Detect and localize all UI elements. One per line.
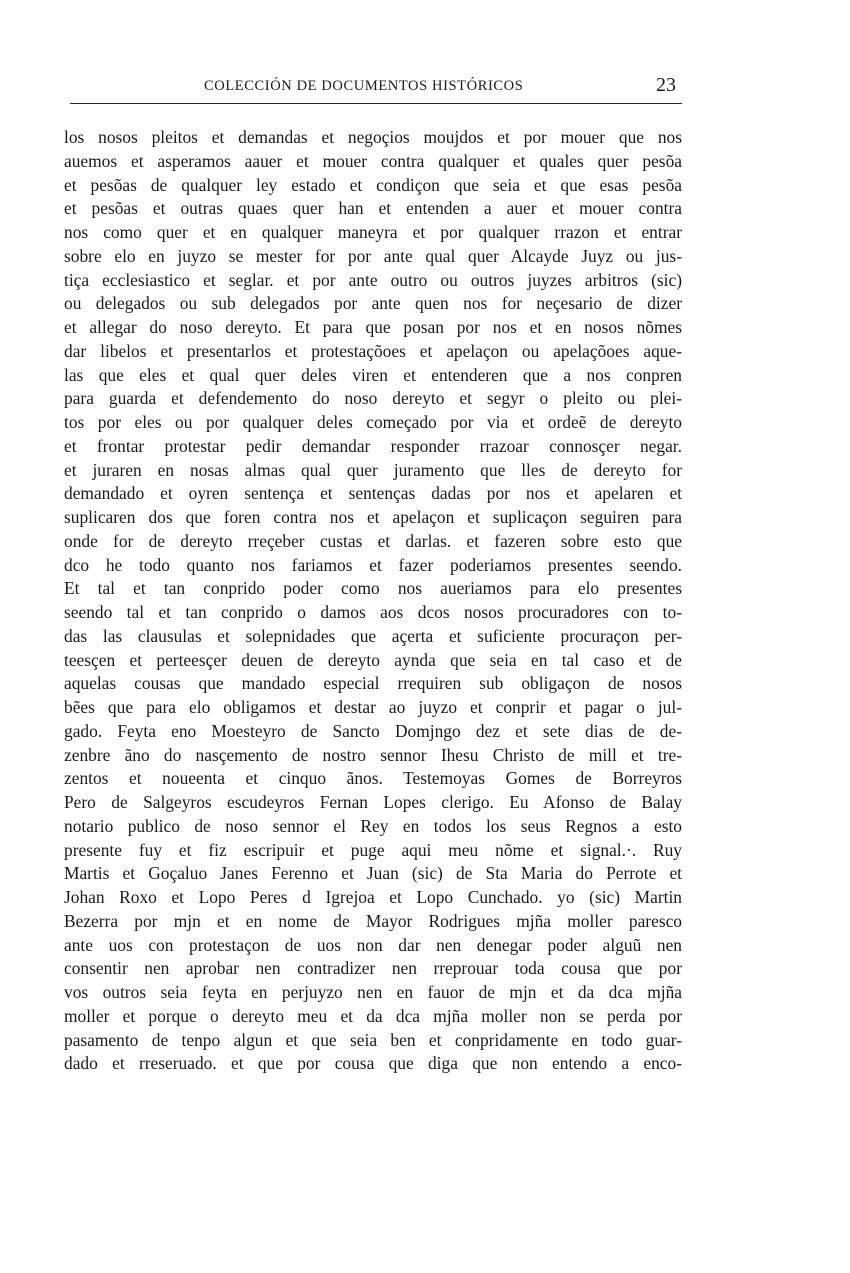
text-line: zenbre ãno do nasçemento de nostro sennor Ihesu Christo de mill et tre-	[64, 744, 682, 765]
text-line: ante uos con protestaçon de uos non dar nen denegar poder alguũ nen	[64, 934, 682, 955]
text-line: auemos et asperamos aauer et mouer contra qualquer et quales quer pesõa	[64, 150, 682, 171]
text-line: pasamento de tenpo algun et que seia ben et conpridamente en todo guar-	[64, 1029, 682, 1050]
text-line: los nosos pleitos et demandas et negoçios moujdos et por mouer que nos	[64, 127, 682, 147]
text-line: et pesõas de qualquer ley estado et condiçon que seia et que esas pesõa	[64, 174, 682, 195]
text-line: Johan Roxo et Lopo Peres d Igrejoa et Lopo Cunchado. yo (sic) Martin	[64, 887, 682, 907]
text-line: presente fuy et fiz escripuir et puge aqui meu nõme et signal.·. Ruy	[64, 839, 682, 860]
text-line: vos outros seia feyta en perjuyzo nen en fauor de mjn et da dca mjña	[64, 982, 682, 1002]
text-line: suplicaren dos que foren contra nos et apelaçon et suplicaçon seguiren para	[64, 507, 682, 527]
text-line: notario publico de noso sennor el Rey en todos los seus Regnos a esto	[64, 815, 682, 836]
text-line: las que eles et qual quer deles viren et entenderen que a nos conpren	[64, 364, 682, 385]
text-line: das las clausulas et solepnidades que açerta et suficiente procuraçon per-	[64, 625, 682, 646]
text-line: sobre elo en juyzo se mester for por ante qual quer Alcayde Juyz ou jus-	[64, 245, 682, 266]
text-line: nos como quer et en qualquer maneyra et por qualquer rrazon et entrar	[64, 222, 682, 242]
text-line: et allegar do noso dereyto. Et para que posan por nos et en nosos nõmes	[64, 317, 682, 337]
text-line: et juraren en nosas almas qual quer juramento que lles de dereyto for	[64, 459, 682, 480]
page-number: 23	[656, 74, 676, 96]
text-line: et pesõas et outras quaes quer han et entenden a auer et mouer contra	[64, 198, 682, 219]
text-line: Pero de Salgeyros escudeyros Fernan Lopes clerigo. Eu Afonso de Balay	[64, 792, 682, 812]
text-line: demandado et oyren sentença et sentenças dadas por nos et apelaren et	[64, 483, 682, 504]
text-line: ou delegados ou sub delegados por ante quen nos for neçesario de dizer	[64, 293, 682, 314]
text-line: Martis et Goçaluo Janes Ferenno et Juan (sic) de Sta Maria do Perrote et	[64, 863, 682, 884]
body-text	[64, 126, 682, 1076]
text-line: gado. Feyta eno Moesteyro de Sancto Domjngo dez et sete dias de de-	[64, 720, 682, 741]
text-line: teesçen et perteesçer deuen de dereyto aynda que seia en tal caso et de	[64, 649, 682, 670]
running-title: COLECCIÓN DE DOCUMENTOS HISTÓRICOS	[204, 78, 524, 94]
text-line: bẽes que para elo obligamos et destar ao juyzo et conprir et pagar o jul-	[64, 697, 682, 717]
text-line: aquelas cousas que mandado especial rrequiren sub obligaçon de nosos	[64, 673, 682, 694]
text-line: consentir nen aprobar nen contradizer nen rreprouar toda cousa que por	[64, 958, 682, 979]
text-line: et frontar protestar pedir demandar responder rrazoar connosçer negar.	[64, 435, 682, 456]
header-rule	[70, 103, 682, 104]
text-line: dado et rreseruado. et que por cousa que diga que non entendo a enco-	[64, 1053, 682, 1074]
text-line: onde for de dereyto rreçeber custas et darlas. et fazeren sobre esto que	[64, 530, 682, 551]
text-line: Bezerra por mjn et en nome de Mayor Rodrigues mjña moller paresco	[64, 910, 682, 931]
text-line: tos por eles ou por qualquer deles começado por via et ordeẽ de dereyto	[64, 412, 682, 432]
page-header	[70, 72, 682, 106]
text-line: dco he todo quanto nos fariamos et fazer poderiamos presentes seendo.	[64, 554, 682, 575]
text-line: para guarda et defendemento do noso dereyto et segyr o pleito ou plei-	[64, 388, 682, 409]
text-line: tiça ecclesiastico et seglar. et por ante outro ou outros juyzes arbitros (sic)	[64, 269, 682, 290]
text-line: dar libelos et presentarlos et protestaçõoes et apelaçon ou apelaçõoes aque-	[64, 340, 682, 361]
text-line: seendo tal et tan conprido o damos aos dcos nosos procuradores con to-	[64, 602, 682, 622]
text-line: Et tal et tan conprido poder como nos aueriamos para elo presentes	[64, 578, 682, 599]
text-line: moller et porque o dereyto meu et da dca mjña moller non se perda por	[64, 1005, 682, 1026]
text-line: zentos et noueenta et cinquo ãnos. Testemoyas Gomes de Borreyros	[64, 768, 682, 789]
